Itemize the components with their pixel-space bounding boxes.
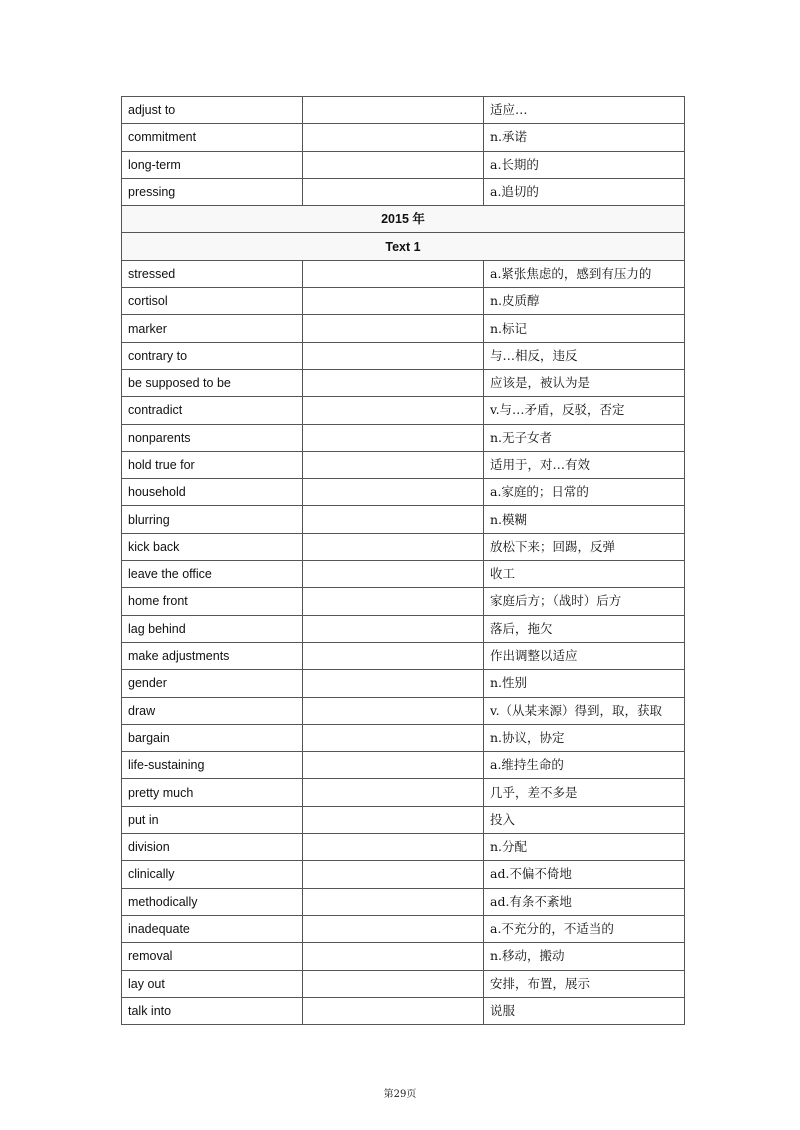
vocab-row [122, 943, 685, 970]
vocab-word: be supposed to be [122, 369, 303, 396]
vocab-row [122, 342, 685, 369]
vocab-word: nonparents [122, 424, 303, 451]
vocab-word: pressing [122, 178, 303, 205]
vocab-blank-cell [303, 970, 484, 997]
vocab-blank-cell [303, 834, 484, 861]
vocab-word: lay out [122, 970, 303, 997]
vocab-blank-cell [303, 178, 484, 205]
vocab-word: home front [122, 588, 303, 615]
vocab-blank-cell [303, 588, 484, 615]
vocab-blank-cell [303, 424, 484, 451]
vocab-meaning: a.长期的 [484, 151, 685, 178]
vocab-row [122, 97, 685, 124]
vocab-meaning: 说服 [484, 997, 685, 1024]
vocab-row [122, 151, 685, 178]
vocab-row [122, 124, 685, 151]
vocab-word: life-sustaining [122, 752, 303, 779]
vocab-word: removal [122, 943, 303, 970]
vocab-meaning: n.分配 [484, 834, 685, 861]
vocab-word: pretty much [122, 779, 303, 806]
section-heading-row [122, 233, 685, 260]
vocab-blank-cell [303, 779, 484, 806]
vocab-word: make adjustments [122, 642, 303, 669]
vocab-meaning: ad.不偏不倚地 [484, 861, 685, 888]
vocab-row [122, 451, 685, 478]
vocab-meaning: ad.有条不紊地 [484, 888, 685, 915]
vocab-word: lag behind [122, 615, 303, 642]
vocab-meaning: 应该是，被认为是 [484, 369, 685, 396]
vocab-meaning: n.移动，搬动 [484, 943, 685, 970]
vocab-meaning: n.性别 [484, 670, 685, 697]
vocab-blank-cell [303, 724, 484, 751]
vocab-word: commitment [122, 124, 303, 151]
section-heading-row [122, 206, 685, 233]
vocab-meaning: a.家庭的；日常的 [484, 479, 685, 506]
vocab-meaning: 放松下来；回踢，反弹 [484, 533, 685, 560]
vocab-row [122, 670, 685, 697]
vocab-row [122, 615, 685, 642]
vocab-meaning: n.承诺 [484, 124, 685, 151]
vocab-row [122, 369, 685, 396]
vocab-word: clinically [122, 861, 303, 888]
vocab-row [122, 888, 685, 915]
vocab-blank-cell [303, 533, 484, 560]
vocab-row [122, 997, 685, 1024]
vocab-blank-cell [303, 151, 484, 178]
vocab-row [122, 697, 685, 724]
vocab-blank-cell [303, 561, 484, 588]
vocab-blank-cell [303, 315, 484, 342]
vocab-word: hold true for [122, 451, 303, 478]
vocab-blank-cell [303, 888, 484, 915]
vocab-meaning: n.协议，协定 [484, 724, 685, 751]
vocab-blank-cell [303, 670, 484, 697]
vocab-meaning: v.与…矛盾，反驳，否定 [484, 397, 685, 424]
vocab-word: talk into [122, 997, 303, 1024]
vocab-blank-cell [303, 260, 484, 287]
vocab-blank-cell [303, 369, 484, 396]
vocab-meaning: 作出调整以适应 [484, 642, 685, 669]
vocab-meaning: n.标记 [484, 315, 685, 342]
vocab-row [122, 642, 685, 669]
vocab-row [122, 178, 685, 205]
vocabulary-table-body [122, 97, 685, 1025]
vocab-row [122, 533, 685, 560]
vocab-blank-cell [303, 506, 484, 533]
vocab-meaning: a.不充分的，不适当的 [484, 915, 685, 942]
vocab-word: inadequate [122, 915, 303, 942]
vocab-word: long-term [122, 151, 303, 178]
vocab-meaning: a.紧张焦虑的，感到有压力的 [484, 260, 685, 287]
section-heading: Text 1 [122, 233, 685, 260]
vocab-row [122, 779, 685, 806]
vocab-word: put in [122, 806, 303, 833]
vocab-row [122, 861, 685, 888]
vocab-word: contradict [122, 397, 303, 424]
vocab-word: draw [122, 697, 303, 724]
vocab-blank-cell [303, 861, 484, 888]
vocab-word: methodically [122, 888, 303, 915]
vocab-blank-cell [303, 397, 484, 424]
vocab-word: gender [122, 670, 303, 697]
vocab-row [122, 288, 685, 315]
section-heading: 2015 年 [122, 206, 685, 233]
vocab-row [122, 724, 685, 751]
vocab-row [122, 806, 685, 833]
vocab-row [122, 397, 685, 424]
vocab-blank-cell [303, 342, 484, 369]
vocab-meaning: a.维持生命的 [484, 752, 685, 779]
vocab-word: kick back [122, 533, 303, 560]
vocab-row [122, 260, 685, 287]
vocab-word: adjust to [122, 97, 303, 124]
vocab-meaning: n.无子女者 [484, 424, 685, 451]
vocab-blank-cell [303, 943, 484, 970]
vocab-meaning: 落后，拖欠 [484, 615, 685, 642]
vocab-word: bargain [122, 724, 303, 751]
page-number: 第29页 [383, 1089, 417, 1100]
vocab-word: stressed [122, 260, 303, 287]
vocab-meaning: v.（从某来源）得到，取，获取 [484, 697, 685, 724]
vocabulary-table [121, 96, 685, 1025]
vocab-row [122, 915, 685, 942]
vocab-row [122, 506, 685, 533]
vocab-word: division [122, 834, 303, 861]
vocab-blank-cell [303, 288, 484, 315]
vocab-blank-cell [303, 451, 484, 478]
vocab-meaning: 投入 [484, 806, 685, 833]
vocab-row [122, 752, 685, 779]
vocab-meaning: a.追切的 [484, 178, 685, 205]
vocab-meaning: 收工 [484, 561, 685, 588]
vocab-word: contrary to [122, 342, 303, 369]
vocab-row [122, 588, 685, 615]
vocab-word: household [122, 479, 303, 506]
vocab-row [122, 834, 685, 861]
vocab-row [122, 479, 685, 506]
vocab-blank-cell [303, 124, 484, 151]
vocab-row [122, 970, 685, 997]
vocab-blank-cell [303, 615, 484, 642]
vocab-blank-cell [303, 915, 484, 942]
vocab-row [122, 561, 685, 588]
vocab-blank-cell [303, 97, 484, 124]
vocab-meaning: n.模糊 [484, 506, 685, 533]
vocab-meaning: 家庭后方；（战时）后方 [484, 588, 685, 615]
vocab-meaning: 适用于，对…有效 [484, 451, 685, 478]
vocab-blank-cell [303, 806, 484, 833]
vocab-blank-cell [303, 997, 484, 1024]
vocab-blank-cell [303, 642, 484, 669]
vocab-row [122, 315, 685, 342]
vocab-meaning: 适应… [484, 97, 685, 124]
vocab-word: marker [122, 315, 303, 342]
vocab-word: cortisol [122, 288, 303, 315]
vocab-blank-cell [303, 697, 484, 724]
vocab-word: blurring [122, 506, 303, 533]
vocab-blank-cell [303, 752, 484, 779]
vocab-meaning: 与…相反，违反 [484, 342, 685, 369]
vocab-word: leave the office [122, 561, 303, 588]
vocab-blank-cell [303, 479, 484, 506]
vocab-meaning: 安排，布置，展示 [484, 970, 685, 997]
vocab-meaning: 几乎，差不多是 [484, 779, 685, 806]
vocab-meaning: n.皮质醇 [484, 288, 685, 315]
vocab-row [122, 424, 685, 451]
